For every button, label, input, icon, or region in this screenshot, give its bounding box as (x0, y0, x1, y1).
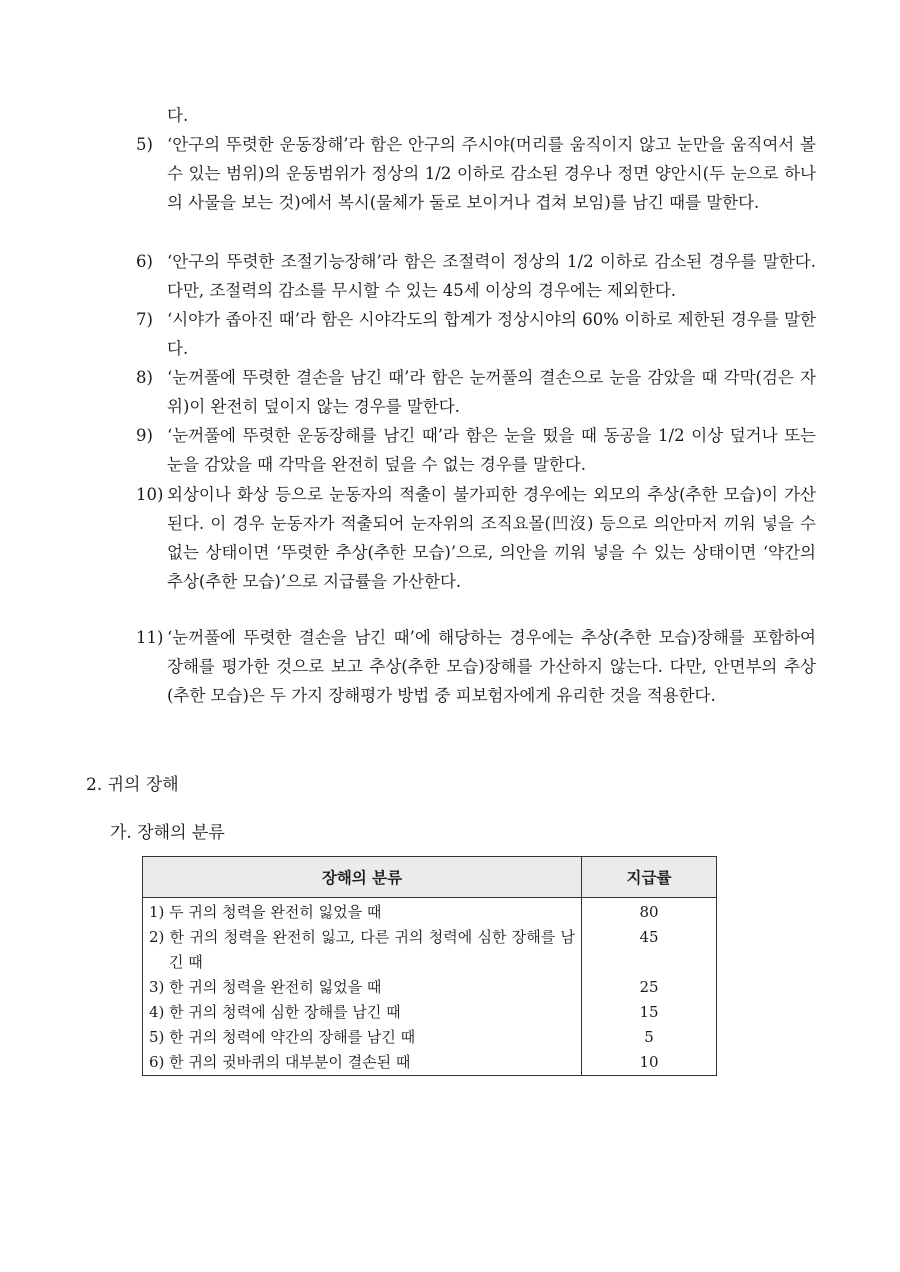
row-label-text: 3) 한 귀의 청력을 완전히 잃었을 때 (149, 978, 382, 996)
item-number: 11) (136, 628, 164, 647)
row-label (143, 1025, 582, 1050)
item-text: ‘안구의 뚜렷한 조절기능장해’라 함은 조절력이 정상의 1/2 이하로 감소된 경우를 말한다. 다만, 조절력의 감소를 무시할 수 있는 45세 이상의 경우에는 제외한다. (167, 252, 816, 300)
list-item-8 (136, 363, 816, 421)
row-rate: 80 (582, 898, 717, 926)
table-header-row (143, 857, 717, 898)
list-item-9 (136, 421, 816, 479)
item-text: ‘안구의 뚜렷한 운동장해’라 함은 안구의 주시야(머리를 움직이지 않고 눈만을 움직여서 볼 수 있는 범위)의 운동범위가 정상의 1/2 이하로 감소된 경우나 정면 양안시(두 눈으로 하나의 사물을 보는 것)에서 복시(물체가 둘로 보이거나 겹쳐 보임)를 남긴 때를 말한다. (167, 135, 816, 212)
list-item-11 (136, 623, 816, 710)
row-label (143, 925, 582, 975)
table-row (143, 1000, 717, 1025)
list-item-5 (136, 130, 816, 217)
row-label (143, 1050, 582, 1076)
table-row (143, 975, 717, 1000)
table-row (143, 898, 717, 926)
item-number: 8) (136, 368, 153, 387)
row-rate: 45 (582, 925, 717, 975)
row-rate: 25 (582, 975, 717, 1000)
table-row (143, 1025, 717, 1050)
item-number: 7) (136, 310, 153, 329)
row-label (143, 898, 582, 926)
item-text: ‘눈꺼풀에 뚜렷한 결손을 남긴 때’라 함은 눈꺼풀의 결손으로 눈을 감았을 때 각막(검은 자위)이 완전히 덮이지 않는 경우를 말한다. (167, 368, 816, 416)
item-number: 10) (136, 485, 164, 504)
table-row (143, 925, 717, 975)
list-item-7 (136, 305, 816, 363)
item-number: 6) (136, 252, 153, 271)
item-number: 9) (136, 426, 153, 445)
item-text: ‘시야가 좁아진 때’라 함은 시야각도의 합계가 정상시야의 60% 이하로 제한된 경우를 말한다. (167, 310, 816, 358)
row-label-text: 6) 한 귀의 귓바퀴의 대부분이 결손된 때 (149, 1053, 411, 1071)
column-header-classification: 장해의 분류 (143, 857, 582, 898)
row-label-text: 5) 한 귀의 청력에 약간의 장해를 남긴 때 (149, 1028, 416, 1046)
row-label (143, 975, 582, 1000)
item-text: 외상이나 화상 등으로 눈동자의 적출이 불가피한 경우에는 외모의 추상(추한 모습)이 가산된다. 이 경우 눈동자가 적출되어 눈자위의 조직요몰(凹沒) 등으로 의안마저 끼워 넣을 수 없는 상태이면 ‘뚜렷한 추상(추한 모습)’으로, 의안을 끼워 넣을 수 있는 상태이면 ‘약간의 추상(추한 모습)’으로 지급률을 가산한다. (167, 485, 816, 591)
subsection-title: 가. 장해의 분류 (110, 823, 225, 843)
item-number: 5) (136, 135, 153, 154)
disability-classification-table (142, 856, 717, 1076)
list-item-10 (136, 480, 816, 596)
column-header-rate: 지급률 (582, 857, 717, 898)
row-label-text: 2) 한 귀의 청력을 완전히 잃고, 다른 귀의 청력에 심한 장해를 남긴 때 (149, 928, 575, 971)
item-text: ‘눈꺼풀에 뚜렷한 운동장해를 남긴 때’라 함은 눈을 떴을 때 동공을 1/2 이상 덮거나 또는 눈을 감았을 때 각막을 완전히 덮을 수 없는 경우를 말한다. (167, 426, 816, 474)
row-label (143, 1000, 582, 1025)
list-item-6 (136, 247, 816, 305)
row-rate: 15 (582, 1000, 717, 1025)
item-text: ‘눈꺼풀에 뚜렷한 결손을 남긴 때’에 해당하는 경우에는 추상(추한 모습)장해를 포함하여 장해를 평가한 것으로 보고 추상(추한 모습)장해를 가산하지 않는다. 다만, 안면부의 추상(추한 모습)은 두 가지 장해평가 방법 중 피보험자에게 유리한 것을 적용한다. (167, 628, 816, 705)
row-rate: 5 (582, 1025, 717, 1050)
row-rate: 10 (582, 1050, 717, 1076)
section-title: 2. 귀의 장해 (86, 775, 179, 795)
row-label-text: 1) 두 귀의 청력을 완전히 잃었을 때 (149, 903, 382, 921)
continuation-text: 다. (167, 106, 189, 125)
row-label-text: 4) 한 귀의 청력에 심한 장해를 남긴 때 (149, 1003, 401, 1021)
table-row (143, 1050, 717, 1076)
